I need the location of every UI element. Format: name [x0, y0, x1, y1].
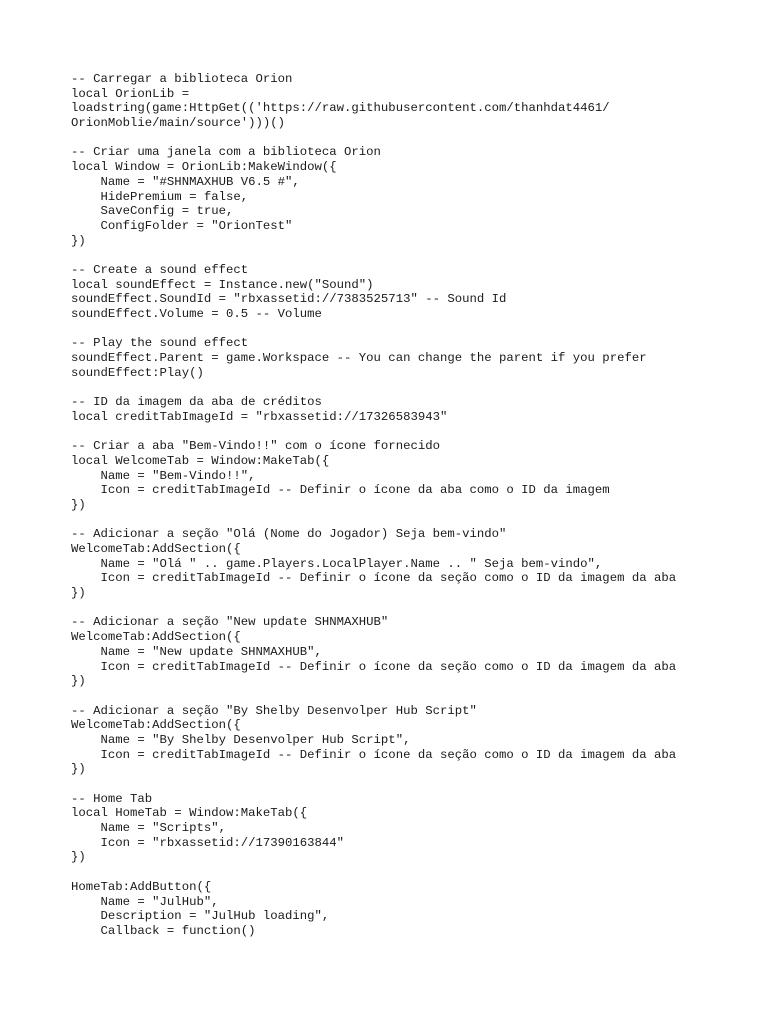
code-line: local Window = OrionLib:MakeWindow({: [71, 160, 337, 175]
code-line: Name = "JulHub",: [71, 894, 219, 909]
code-line: Name = "Bem-Vindo!!",: [71, 468, 256, 483]
code-line: WelcomeTab:AddSection({: [71, 718, 241, 733]
code-line: Icon = "rbxassetid://17390163844": [71, 835, 345, 850]
code-line: loadstring(game:HttpGet(('https://raw.githubusercontent.com/thanhdat4461/: [71, 101, 610, 116]
code-line: SaveConfig = true,: [71, 204, 234, 219]
code-line: }): [71, 850, 86, 865]
comment-line: -- Adicionar a seção "By Shelby Desenvolper Hub Script": [71, 703, 477, 718]
comment-line: -- Play the sound effect: [71, 336, 249, 351]
code-line: Icon = creditTabImageId -- Definir o ícone da seção como o ID da imagem da aba: [71, 571, 677, 586]
comment-line: -- ID da imagem da aba de créditos: [71, 395, 322, 410]
comment-line: -- Create a sound effect: [71, 262, 249, 277]
document-page: [71, 72, 761, 939]
comment-line: -- Criar a aba "Bem-Vindo!!" com o ícone fornecido: [71, 439, 440, 454]
code-line: }): [71, 762, 86, 777]
code-line: OrionMoblie/main/source')))(): [71, 116, 286, 131]
code-line: local WelcomeTab = Window:MakeTab({: [71, 453, 330, 468]
code-line: WelcomeTab:AddSection({: [71, 630, 241, 645]
blank-line: [71, 601, 761, 616]
blank-line: [71, 689, 761, 704]
blank-line: [71, 248, 761, 263]
code-listing: [71, 72, 761, 939]
code-line: Name = "By Shelby Desenvolper Hub Script",: [71, 732, 411, 747]
code-line: local HomeTab = Window:MakeTab({: [71, 806, 308, 821]
code-line: Callback = function(): [71, 923, 256, 938]
code-line: }): [71, 233, 86, 248]
blank-line: [71, 865, 761, 880]
blank-line: [71, 380, 761, 395]
comment-line: -- Home Tab: [71, 791, 153, 806]
code-line: Name = "Olá " .. game.Players.LocalPlayer.Name .. " Seja bem-vindo",: [71, 556, 603, 571]
code-line: HidePremium = false,: [71, 189, 249, 204]
code-line: Icon = creditTabImageId -- Definir o ícone da seção como o ID da imagem da aba: [71, 659, 677, 674]
code-line: Description = "JulHub loading",: [71, 909, 330, 924]
code-line: }): [71, 586, 86, 601]
code-line: Name = "New update SHNMAXHUB",: [71, 644, 322, 659]
blank-line: [71, 322, 761, 337]
code-line: soundEffect.SoundId = "rbxassetid://7383525713" -- Sound Id: [71, 292, 507, 307]
comment-line: -- Carregar a biblioteca Orion: [71, 72, 293, 86]
code-line: }): [71, 497, 86, 512]
code-line: }): [71, 674, 86, 689]
code-line: Name = "#SHNMAXHUB V6.5 #",: [71, 174, 300, 189]
code-line: HomeTab:AddButton({: [71, 879, 212, 894]
comment-line: -- Adicionar a seção "New update SHNMAXHUB": [71, 615, 389, 630]
code-line: Icon = creditTabImageId -- Definir o ícone da seção como o ID da imagem da aba: [71, 747, 677, 762]
code-line: ConfigFolder = "OrionTest": [71, 218, 293, 233]
code-line: local creditTabImageId = "rbxassetid://17326583943": [71, 409, 448, 424]
comment-line: -- Criar uma janela com a biblioteca Orion: [71, 145, 381, 160]
code-line: soundEffect.Volume = 0.5 -- Volume: [71, 307, 322, 321]
blank-line: [71, 777, 761, 792]
code-line: local OrionLib =: [71, 86, 190, 101]
blank-line: [71, 425, 761, 440]
code-line: Icon = creditTabImageId -- Definir o ícone da aba como o ID da imagem: [71, 483, 610, 498]
code-line: Name = "Scripts",: [71, 821, 226, 836]
blank-line: [71, 131, 761, 146]
blank-line: [71, 513, 761, 528]
code-line: soundEffect.Parent = game.Workspace -- You can change the parent if you prefer: [71, 351, 647, 366]
comment-line: -- Adicionar a seção "Olá (Nome do Jogador) Seja bem-vindo": [71, 527, 507, 542]
code-line: local soundEffect = Instance.new("Sound"): [71, 277, 374, 292]
code-line: soundEffect:Play(): [71, 365, 204, 380]
code-line: WelcomeTab:AddSection({: [71, 542, 241, 556]
